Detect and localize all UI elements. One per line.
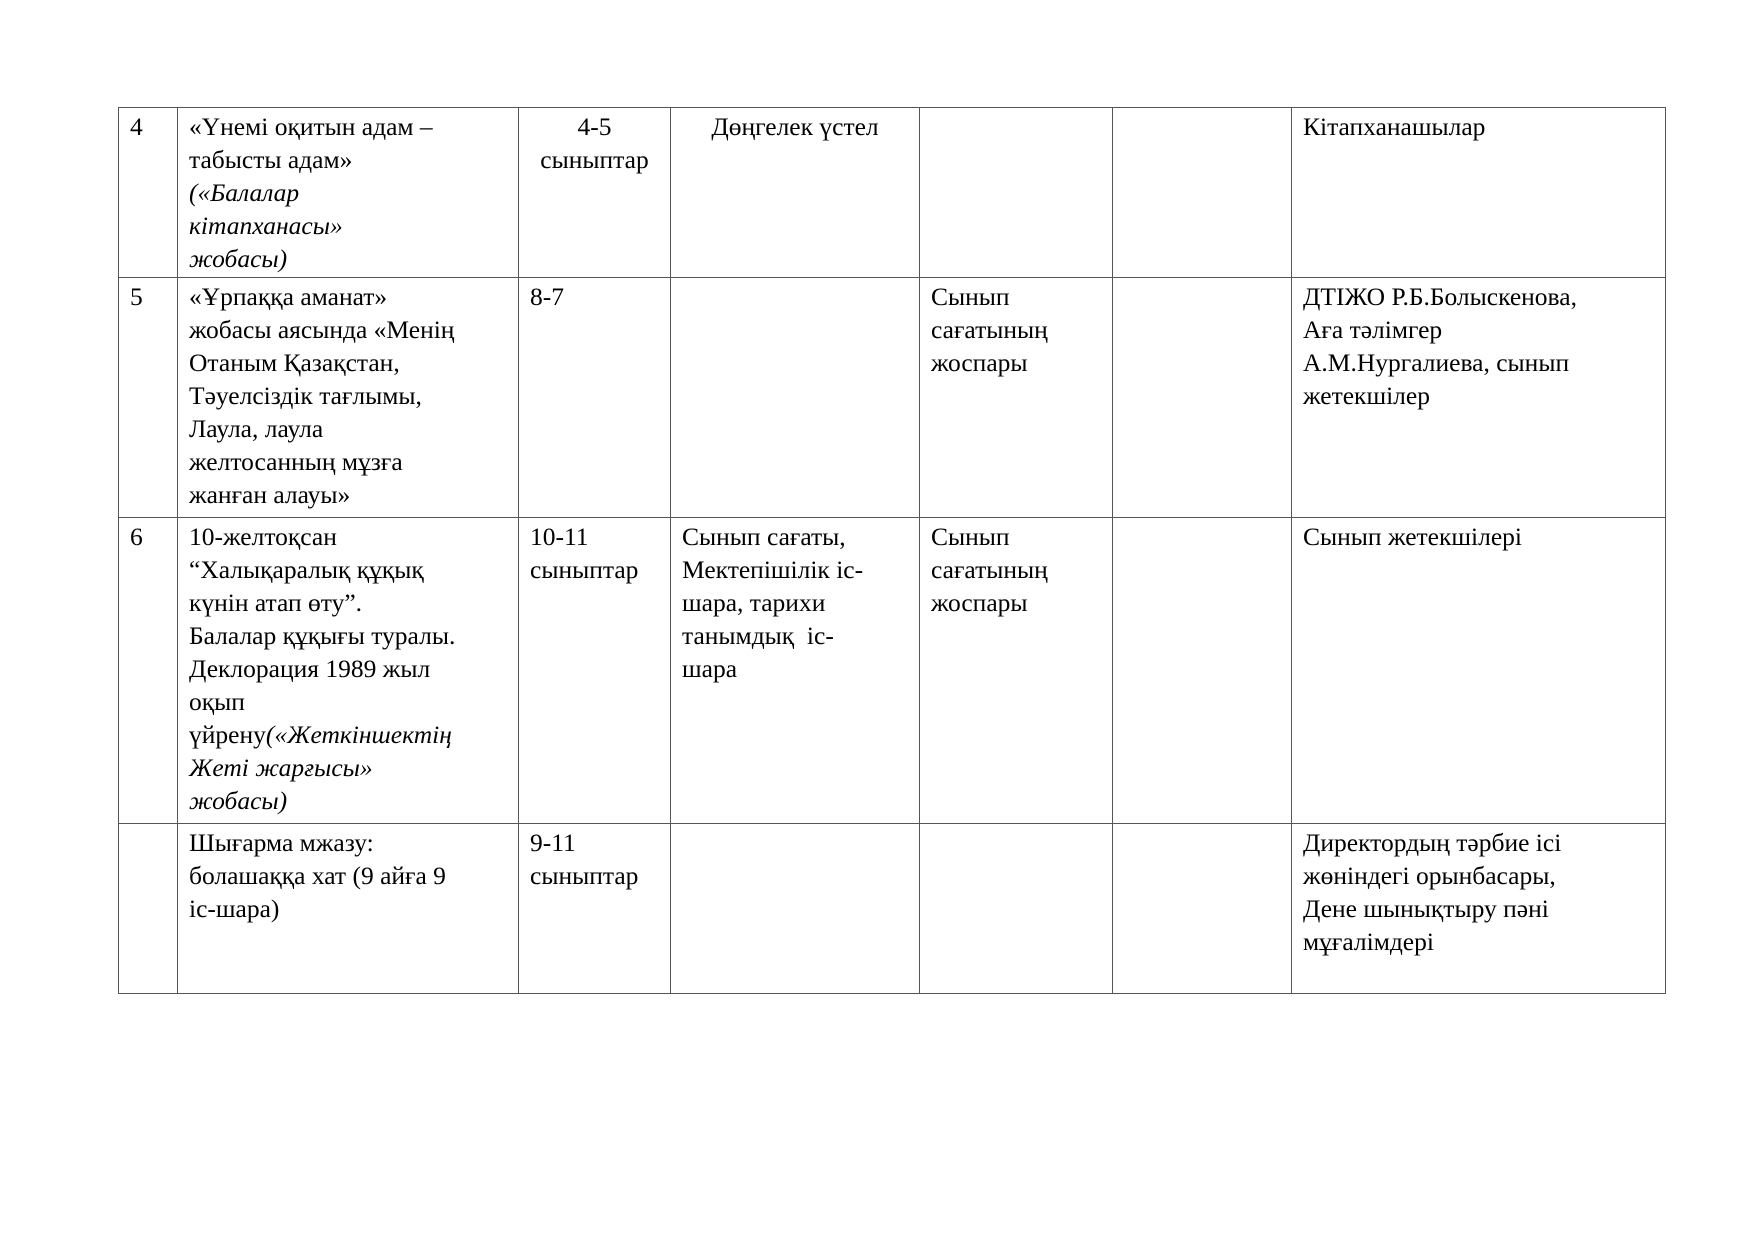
responsible-cell [1292, 278, 1666, 518]
event-title-cell [178, 518, 519, 824]
document-line: жоспары [931, 348, 1028, 377]
responsible-line: ДТІЖО Р.Б.Болыскенова, [1303, 282, 1577, 311]
event-line: табысты адам» [189, 145, 353, 174]
row-number-cell [119, 824, 178, 994]
classes-line: сыныптар [530, 861, 639, 890]
responsible-line: Аға тәлімгер [1303, 315, 1443, 344]
event-line: күнін атап өту”. [189, 588, 363, 617]
document-line: сағатының [931, 315, 1048, 344]
responsible-line: Директордың тәрбие ісі [1303, 828, 1562, 857]
event-plan-table [118, 107, 1666, 994]
classes-cell [519, 278, 671, 518]
classes-line: 10-11 [530, 522, 589, 551]
event-project-line: кітапханасы» [189, 211, 343, 240]
event-line: жобасы аясында «Менің [189, 315, 455, 344]
form-cell: Дөңгелек үстел [671, 108, 920, 278]
table-row [119, 824, 1666, 994]
classes-line: 8-7 [530, 282, 564, 311]
event-project-line: жобасы) [189, 244, 288, 273]
responsible-cell [1292, 824, 1666, 994]
classes-cell [519, 518, 671, 824]
form-cell [671, 824, 920, 994]
row-number-cell: 6 [119, 518, 178, 824]
table-row [119, 278, 1666, 518]
responsible-cell [1292, 108, 1666, 278]
document-line: Сынып [931, 522, 1010, 551]
event-line: Лаула, лаула [189, 414, 324, 443]
event-line: желтосанның мұзға [189, 447, 403, 476]
event-title-cell [178, 278, 519, 518]
form-line: шара [682, 654, 738, 683]
classes-line: 9-11 [530, 828, 576, 857]
event-line: «Үнемі оқитын адам – [189, 112, 433, 141]
responsible-line: Сынып жетекшілері [1303, 522, 1522, 551]
extra-cell [1113, 278, 1292, 518]
form-line: шара, тарихи [682, 588, 826, 617]
event-line: Тәуелсіздік тағлымы, [189, 381, 422, 410]
event-line: “Халықаралық құқық [189, 555, 424, 584]
event-line: болашаққа хат (9 айға 9 [189, 861, 446, 890]
responsible-line: А.М.Нургалиева, сынып [1303, 348, 1570, 377]
document-cell [920, 824, 1113, 994]
event-line: жанған алауы» [189, 480, 351, 509]
extra-cell [1113, 108, 1292, 278]
event-title-cell [178, 108, 519, 278]
responsible-line: жөніндегі орынбасары, [1303, 861, 1556, 890]
form-cell [671, 518, 920, 824]
document-line: Сынып [931, 282, 1010, 311]
responsible-line: Дене шынықтыру пәні [1303, 894, 1549, 923]
table-row [119, 518, 1666, 824]
event-title-cell [178, 824, 519, 994]
row-number-cell: 5 [119, 278, 178, 518]
document-line: сағатының [931, 555, 1048, 584]
event-line: Отаным Қазақстан, [189, 348, 400, 377]
document-cell [920, 518, 1113, 824]
responsible-line: Кітапханашылар [1303, 112, 1486, 141]
event-line: Шығарма мжазу: [189, 828, 374, 857]
document-cell [920, 278, 1113, 518]
responsible-cell [1292, 518, 1666, 824]
document-line: жоспары [931, 588, 1028, 617]
table-row [119, 108, 1666, 278]
row-number-cell: 4 [119, 108, 178, 278]
event-line: 10-желтоқсан [189, 522, 337, 551]
event-project-line: жобасы) [189, 786, 288, 815]
form-cell [671, 278, 920, 518]
event-text: үйрену [189, 720, 266, 749]
event-line: Деклорация 1989 жыл [189, 654, 431, 683]
form-line: Мектепішілік іс- [682, 555, 864, 584]
responsible-line: мұғалімдері [1303, 927, 1434, 956]
form-line: Сынып сағаты, [682, 522, 846, 551]
classes-line: сыныптар [540, 145, 649, 174]
document-cell [920, 108, 1113, 278]
event-line: «Ұрпаққа аманат» [189, 282, 388, 311]
responsible-line: жетекшілер [1303, 381, 1430, 410]
extra-cell [1113, 824, 1292, 994]
classes-line: 4-5 [577, 112, 612, 141]
extra-cell [1113, 518, 1292, 824]
event-line: Балалар құқығы туралы. [189, 621, 456, 650]
classes-cell [519, 108, 671, 278]
event-line: іс-шара) [189, 894, 280, 923]
event-project-text: («Жеткіншектің [265, 720, 452, 749]
classes-cell [519, 824, 671, 994]
event-project-line: («Балалар [189, 178, 300, 207]
form-line: танымдық іс- [682, 621, 834, 650]
event-project-line: Жеті жарғысы» [189, 753, 373, 782]
classes-line: сыныптар [530, 555, 639, 584]
event-line [189, 718, 507, 751]
event-line: оқып [189, 687, 245, 716]
